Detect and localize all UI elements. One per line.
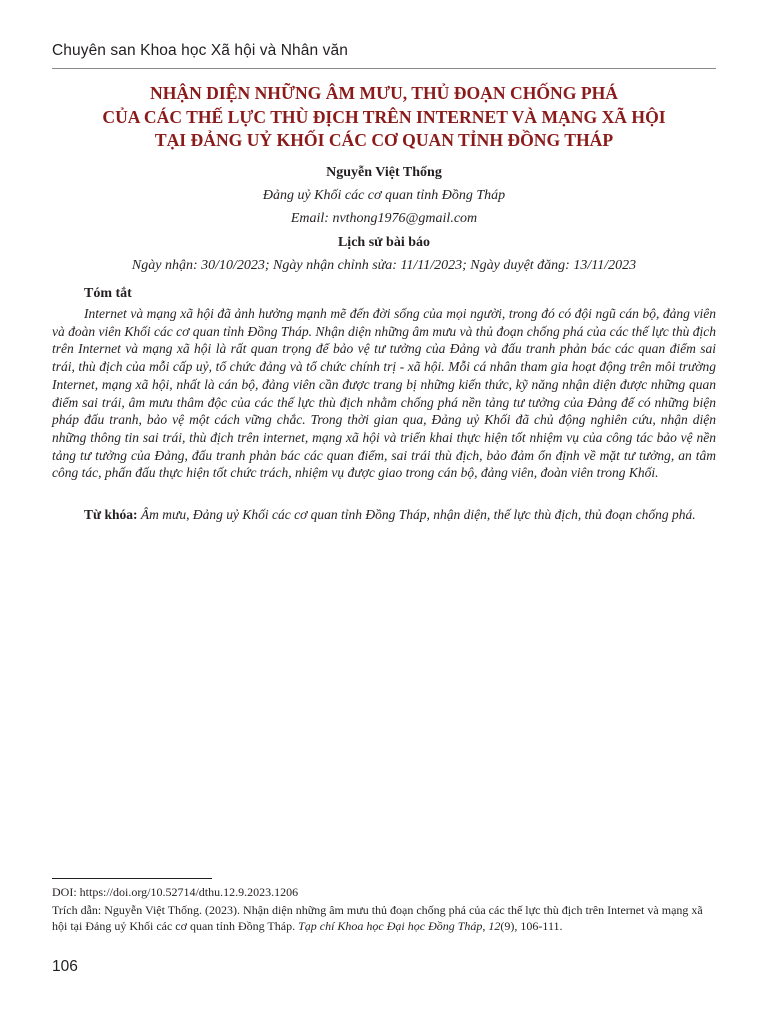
history-heading: Lịch sử bài báo — [337, 235, 431, 250]
author-email: Email: nvthong1976@gmail.com — [290, 211, 478, 226]
title-line: CỦA CÁC THẾ LỰC THÙ ĐỊCH TRÊN INTERNET VÀ MẠNG XÃ HỘI — [102, 106, 666, 127]
citation-prefix: Trích dẫn: Nguyễn Việt Thống. (2023). Nhận diện những âm mưu thủ đoạn chống phá của các thế lực thù địch trên Internet và mạng xã hội tại Đảng uỷ Khối các cơ quan tỉnh Đồng Tháp. — [52, 903, 703, 933]
footnote-divider — [52, 878, 212, 879]
title-line: TẠI ĐẢNG UỶ KHỐI CÁC CƠ QUAN TỈNH ĐỒNG THÁP — [154, 130, 614, 150]
header-divider — [52, 68, 716, 69]
citation-separator: , — [482, 918, 489, 933]
history-dates: Ngày nhận: 30/10/2023; Ngày nhận chỉnh sửa: 11/11/2023; Ngày duyệt đăng: 13/11/2023 — [131, 258, 637, 273]
doi-link[interactable]: DOI: https://doi.org/10.52714/dthu.12.9.2023.1206 — [52, 885, 299, 899]
author-name: Nguyễn Việt Thống — [326, 165, 442, 180]
citation-journal: Tạp chí Khoa học Đại học Đồng Tháp — [298, 918, 483, 933]
keywords-text: Âm mưu, Đảng uỷ Khối các cơ quan tỉnh Đồng Tháp, nhận diện, thế lực thù địch, thủ đoạn chống phá. — [140, 507, 696, 522]
title-line: NHẬN DIỆN NHỮNG ÂM MƯU, THỦ ĐOẠN CHỐNG PHÁ — [149, 83, 618, 103]
keywords — [52, 506, 716, 524]
abstract-heading: Tóm tắt — [84, 286, 132, 301]
running-head: Chuyên san Khoa học Xã hội và Nhân văn — [52, 42, 348, 59]
page-number: 106 — [52, 958, 78, 975]
citation — [52, 903, 716, 934]
citation-suffix: (9), 106-111. — [500, 918, 563, 933]
abstract-text: Internet và mạng xã hội đã ảnh hưởng mạnh mẽ đến đời sống của mọi người, trong đó có đội ngũ cán bộ, đảng viên và đoàn viên Khối các cơ quan tỉnh Đồng Tháp. Nhận diện những âm mưu và thủ đoạn chống phá của các thế lực thù địch trên Internet và mạng xã hội là rất quan trọng để bảo vệ tư tưởng của Đảng và đấu tranh phản bác các quan điểm sai trái, thù địch của mỗi cấp uỷ, tổ chức đảng và tổ chức chính trị - xã hội. Mỗi cá nhân tham gia hoạt động trên môi trường Internet, mạng xã hội, nhất là cán bộ, đảng viên cần được trang bị những kiến thức, kỹ năng nhận diện được những quan điểm sai trái, âm mưu thâm độc của các thế lực thù địch nhằm chống phá nền tảng tư tưởng của Đảng để có những biện pháp đấu tranh, bảo vệ một cách vững chắc. Trong thời gian qua, Đảng uỷ Khối đã chủ động nghiên cứu, nhận diện những thông tin sai trái, thù địch trên internet, mạng xã hội và triển khai thực hiện tốt nhiệm vụ của công tác bảo vệ nền tảng tư tưởng của Đảng, đấu tranh phản bác các quan điểm, sai trái thù địch, bảo đảm ổn định về mặt tư tưởng, an tâm công tác, phấn đấu thực hiện tốt chức trách, nhiệm vụ được giao trong cán bộ, đảng viên, đoàn viên trong Khối. — [52, 306, 716, 481]
keywords-label: Từ khóa: — [84, 507, 138, 522]
author-affiliation: Đảng uỷ Khối các cơ quan tỉnh Đồng Tháp — [262, 188, 506, 203]
citation-volume: 12 — [488, 918, 501, 933]
article-title — [52, 82, 716, 153]
